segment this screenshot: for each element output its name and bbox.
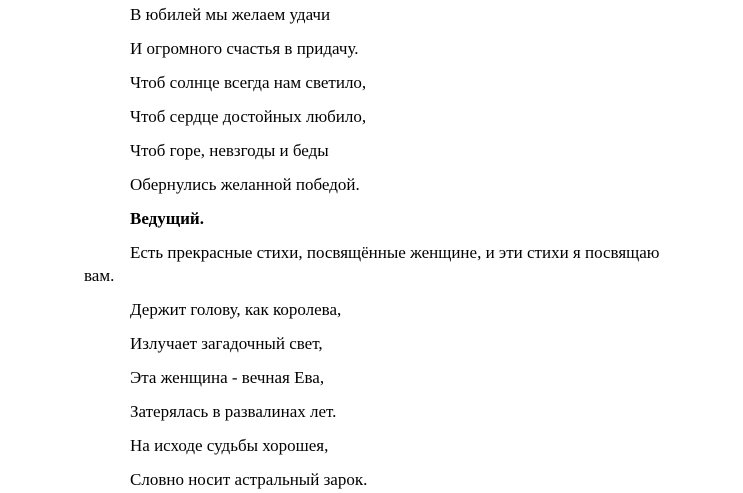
verse-line: Чтоб солнце всегда нам светило, (130, 73, 367, 92)
verse-line: Обернулись желанной победой. (130, 175, 360, 194)
poem-line: Излучает загадочный свет, (130, 334, 323, 353)
poem-line: Затерялась в развалинах лет. (130, 402, 337, 421)
verse-line: В юбилей мы желаем удачи (130, 5, 331, 24)
verse-line: И огромного счастья в придачу. (130, 39, 359, 58)
poem-line: На исходе судьбы хорошея, (130, 436, 329, 455)
speaker-heading: Ведущий. (130, 209, 204, 228)
intro-paragraph-line1: Есть прекрасные стихи, посвящённые женщине, и эти стихи я посвящаю (130, 243, 660, 262)
intro-paragraph-line2: вам. (84, 266, 115, 285)
poem-line: Словно носит астральный зарок. (130, 470, 368, 489)
poem-line: Эта женщина - вечная Ева, (130, 368, 325, 387)
verse-line: Чтоб горе, невзгоды и беды (130, 141, 329, 160)
poem-line: Держит голову, как королева, (130, 300, 342, 319)
verse-line: Чтоб сердце достойных любило, (130, 107, 367, 126)
